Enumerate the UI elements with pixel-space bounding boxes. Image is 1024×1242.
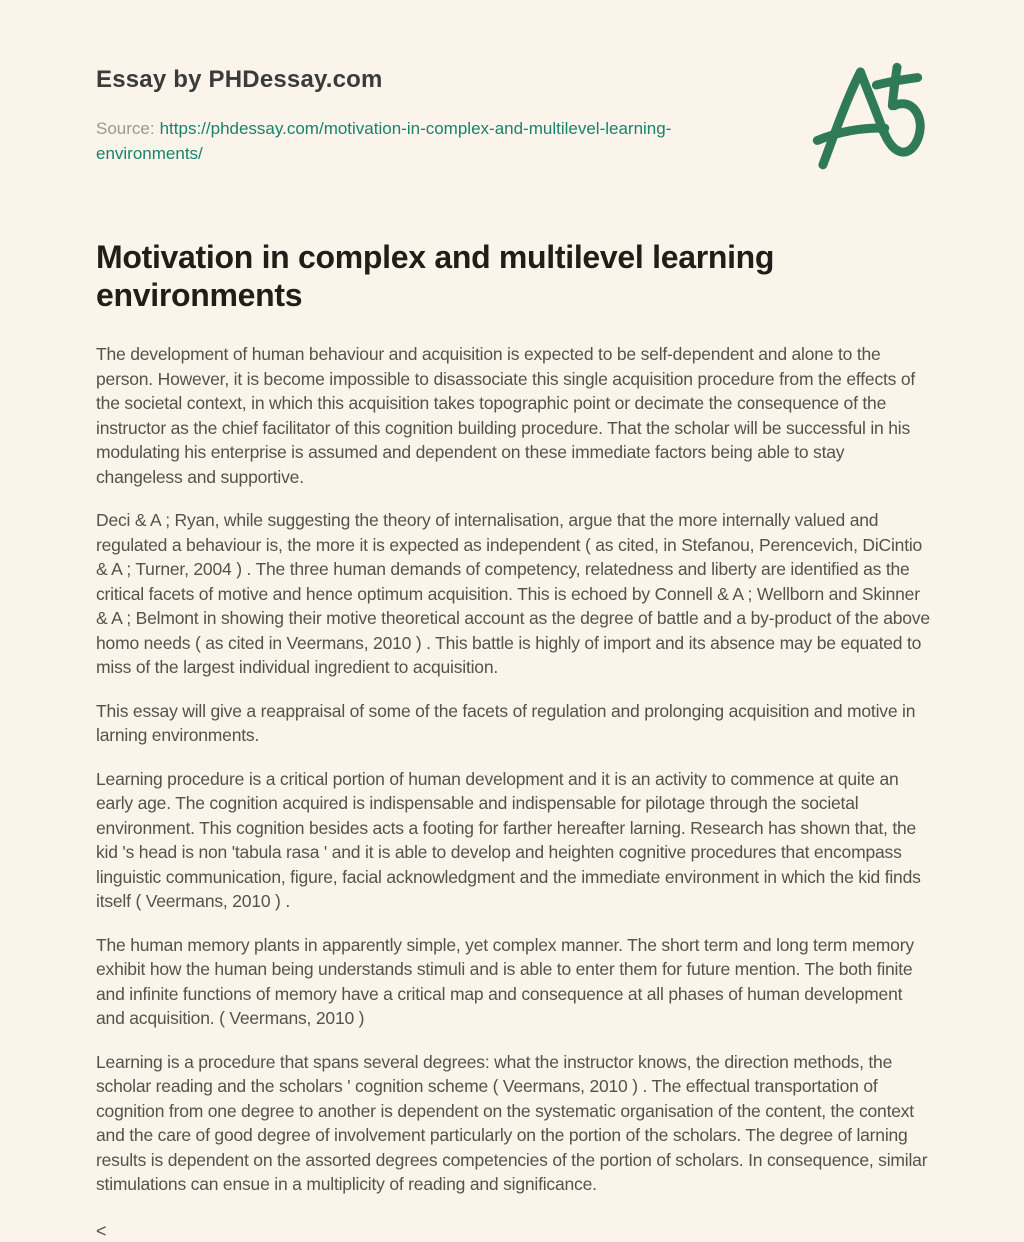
- byline: Essay by PHDessay.com: [96, 66, 383, 93]
- paragraph-2: Deci & A ; Ryan, while suggesting the theory of internalisation, argue that the more internally valued and regulated a behaviour is, the more it is expected as independent ( as cited, in Stefanou, Perencevich, DiCintio & A ; Turner, 2004 ) . The three human demands of competency, relatedness and liberty are identified as the critical facets of motive and hence optimum acquisition. This is echoed by Connell & A ; Wellborn and Skinner & A ; Belmont in showing their motive theoretical account as the degree of battle and a by-product of the above homo needs ( as cited in Veermans, 2010 ) . This battle is highly of import and its absence may be equated to miss of the largest individual ingredient to acquisition.: [96, 510, 930, 677]
- phdessay-a-plus-logo-icon: [806, 56, 928, 178]
- source-line: [96, 116, 746, 166]
- source-label: Source:: [96, 119, 155, 138]
- article-title: Motivation in complex and multilevel learning environments: [96, 239, 775, 313]
- source-link[interactable]: https://phdessay.com/motivation-in-complex-and-multilevel-learning-environments/: [96, 119, 672, 163]
- truncated-content-marker: <: [96, 1220, 107, 1241]
- paragraph-4: Learning procedure is a critical portion of human development and it is an activity to commence at quite an early age. The cognition acquired is indispensable and indispensable for pilotage through the societal environment. This cognition besides acts a footing for farther hereafter larning. Research has shown that, the kid 's head is non 'tabula rasa ' and it is able to develop and heighten cognitive procedures that encompass linguistic communication, figure, facial acknowledgment and the immediate environment in which the kid finds itself ( Veermans, 2010 ) .: [96, 768, 921, 911]
- header-text-block: [96, 56, 746, 166]
- paragraph-1: The development of human behaviour and acquisition is expected to be self-dependent and alone to the person. However, it is become impossible to disassociate this single acquisition procedure from the effects of the societal context, in which this acquisition takes topographic point or decimate the consequence of the instructor as the chief facilitator of this cognition building procedure. That the scholar will be successful in his modulating his enterprise is assumed and dependent on these immediate factors being able to stay changeless and supportive.: [96, 344, 916, 487]
- paragraph-6: Learning is a procedure that spans several degrees: what the instructor knows, the direction methods, the scholar reading and the scholars ' cognition scheme ( Veermans, 2010 ) . The effectual transportation of cognition from one degree to another is dependent on the systematic organisation of the content, the context and the care of good degree of involvement particularly on the portion of the scholars. The degree of larning results is dependent on the assorted degrees competencies of the portion of scholars. In consequence, similar stimulations can ensue in a multiplicity of reading and significance.: [96, 1051, 928, 1194]
- paragraph-3: This essay will give a reappraisal of some of the facets of regulation and prolonging acquisition and motive in larning environments.: [96, 700, 916, 745]
- paragraph-5: The human memory plants in apparently simple, yet complex manner. The short term and long term memory exhibit how the human being understands stimuli and is able to enter them for future mention. The both finite and infinite functions of memory have a critical map and consequence at all phases of human development and acquisition. ( Veermans, 2010 ): [96, 934, 914, 1028]
- page-header: [96, 56, 930, 178]
